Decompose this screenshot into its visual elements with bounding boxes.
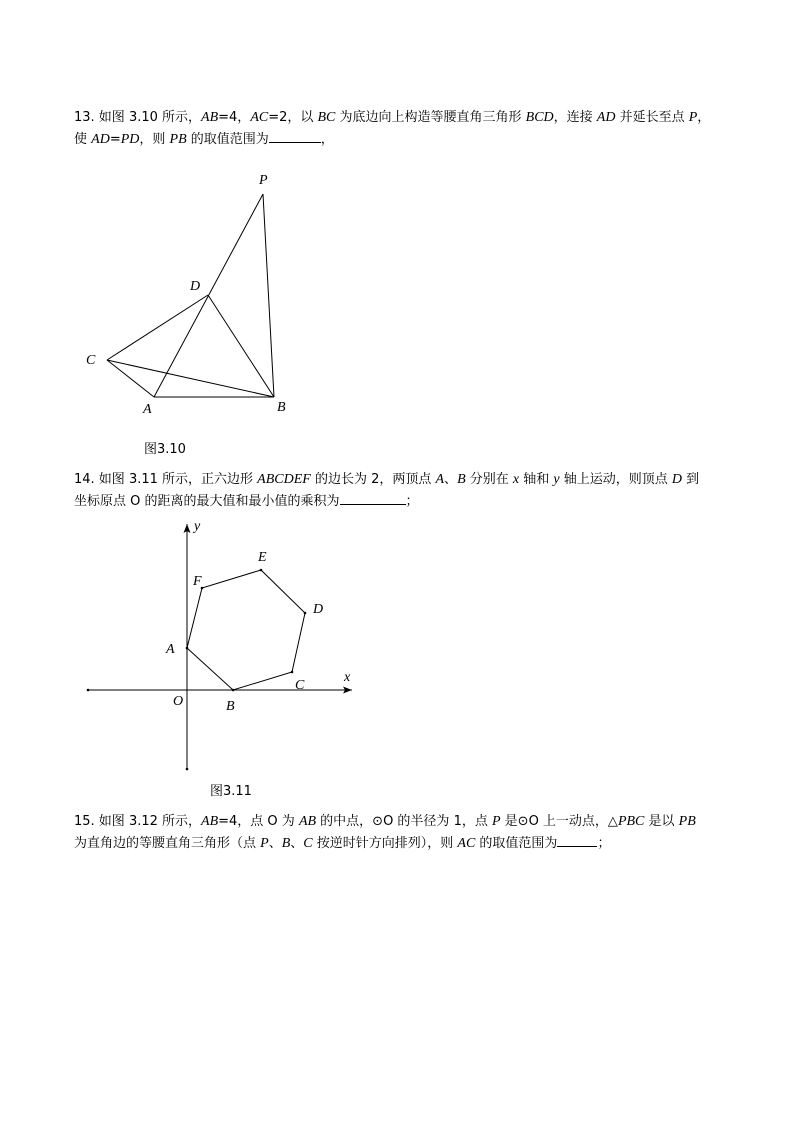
coordinate-axes (88, 524, 352, 769)
math-variable: PB (678, 814, 696, 829)
label-b: B (277, 400, 286, 415)
math-variable: AD (91, 132, 110, 147)
math-variable: B (281, 836, 291, 851)
label-f: F (193, 574, 202, 589)
math-variable: y (553, 472, 560, 487)
math-variable: D (671, 472, 682, 487)
math-variable: PBC (617, 814, 645, 829)
math-variable: PD (120, 132, 140, 147)
math-variable: C (303, 836, 313, 851)
label-d: D (190, 279, 201, 294)
label-x: x (344, 670, 351, 685)
question-14-line-2: 坐标原点 O 的距离的最大值和最小值的乘积为 ； (74, 490, 724, 512)
vertex-dots (87, 569, 307, 771)
label-p: P (259, 173, 268, 188)
question-13-line-1: 13. 如图 3.10 所示，AB=4，AC=2，以 BC 为底边向上构造等腰直角三角形 BCD，连接 AD 并延长至点 P， (74, 110, 711, 125)
question-15-line-2: 为直角边的等腰直角三角形（点 P、B、C 按逆时针方向排列），则 AC 的取值范围为 ； (74, 832, 724, 854)
math-variable: P (491, 814, 501, 829)
regular-hexagon (187, 570, 305, 690)
math-variable: PB (169, 132, 187, 147)
label-a: A (166, 642, 175, 657)
math-variable: B (457, 472, 466, 487)
label-c: C (86, 353, 96, 368)
label-y: y (194, 519, 201, 534)
math-variable: ABCDEF (257, 472, 311, 487)
math-variable: AB (201, 110, 219, 125)
math-variable: BC (317, 110, 336, 125)
math-variable: x (512, 472, 520, 487)
answer-blank (557, 832, 597, 847)
math-variable: AC (457, 836, 476, 851)
math-variable: P (260, 836, 269, 851)
label-e: E (258, 550, 267, 565)
math-variable: AB (201, 814, 219, 829)
math-variable: AC (250, 110, 269, 125)
math-variable: A (435, 472, 445, 487)
math-variable: BCD (525, 110, 554, 125)
label-b: B (226, 699, 235, 714)
math-variable: AB (298, 814, 317, 829)
label-c: C (295, 678, 305, 693)
figure-3-10-caption: 图3.10 (144, 442, 186, 457)
question-14-line-1: 14. 如图 3.11 所示，正六边形 ABCDEF 的边长为 2，两顶点 A、B 分别在 x 轴和 y 轴上运动，则顶点 D 到 (74, 472, 700, 487)
math-variable: AD (596, 110, 616, 125)
figure-3-11-caption: 图3.11 (210, 784, 252, 799)
label-o: O (173, 694, 184, 709)
label-d: D (313, 602, 324, 617)
question-15-text (74, 811, 724, 854)
math-variable: P (688, 110, 698, 125)
question-13-line-2: 使 AD=PD，则 PB 的取值范围为 ， (74, 128, 724, 150)
label-a: A (143, 402, 152, 417)
question-15-line-1: 15. 如图 3.12 所示，AB=4，点 O 为 AB 的中点，⊙O 的半径为 1，点 P 是⊙O 上一动点，△PBC 是以 PB (74, 814, 696, 829)
